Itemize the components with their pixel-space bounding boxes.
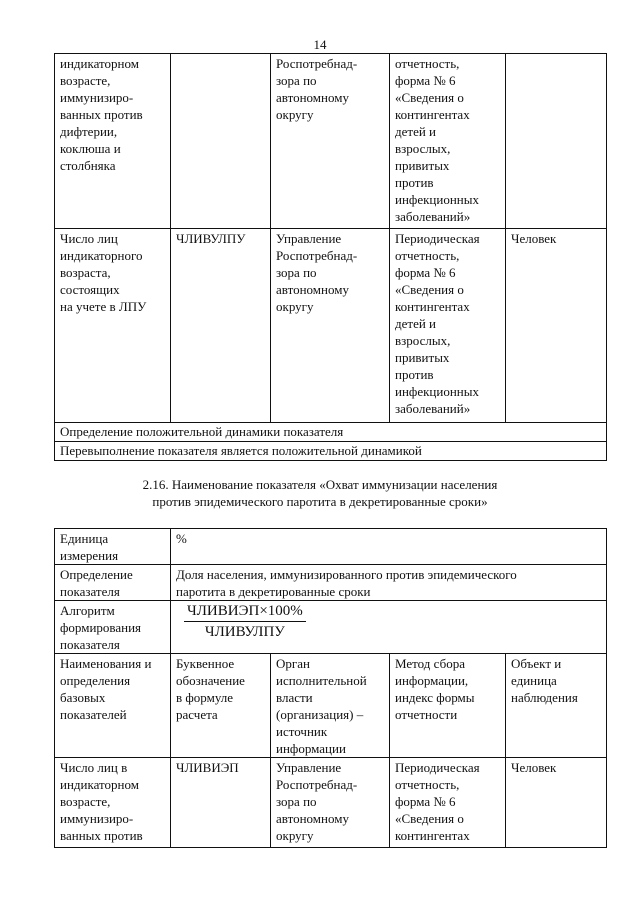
- table-row: [55, 529, 607, 565]
- dynamics-note: Перевыполнение показателя является положительной динамикой: [55, 442, 607, 461]
- table-cell: [171, 54, 271, 229]
- table-cell: ЧЛИВУЛПУ: [171, 229, 271, 423]
- column-header: Метод сбора информации, индекс формы отчетности: [390, 654, 506, 758]
- table-row: [55, 442, 607, 461]
- table-row: [55, 423, 607, 442]
- table-cell: Число лиц индикаторного возраста, состоящих на учете в ЛПУ: [55, 229, 171, 423]
- table-cell: Число лиц в индикаторном возрасте, иммунизиро- ванных против: [55, 758, 171, 848]
- table-cell: Человек: [506, 229, 607, 423]
- formula: [184, 603, 306, 641]
- table-cell: Управление Роспотребнад- зора по автономному округу: [271, 229, 390, 423]
- table-row: [55, 229, 607, 423]
- indicator-passport-table: [54, 528, 607, 848]
- page-number: 14: [313, 37, 327, 52]
- table-cell: Периодическая отчетность, форма № 6 «Сведения о контингентах: [390, 758, 506, 848]
- table-row: [55, 758, 607, 848]
- table-cell: ЧЛИВИЭП: [171, 758, 271, 848]
- table-row: [55, 565, 607, 601]
- dynamics-definition: Определение положительной динамики показателя: [55, 423, 607, 442]
- table-row: [55, 54, 607, 229]
- column-header: Орган исполнительной власти (организация) – источник информации: [271, 654, 390, 758]
- unit-value: %: [171, 529, 607, 565]
- definition-value: Доля населения, иммунизированного против эпидемического паротита в декретированные сроки: [171, 565, 607, 601]
- table-cell: Роспотребнад- зора по автономному округу: [271, 54, 390, 229]
- table-cell: Человек: [506, 758, 607, 848]
- formula-numerator: ЧЛИВИЭП×100%: [184, 603, 306, 622]
- algorithm-label: Алгоритм формирования показателя: [55, 601, 171, 654]
- table-cell: [506, 54, 607, 229]
- table-header-row: [55, 654, 607, 758]
- table-cell: Управление Роспотребнад- зора по автономному округу: [271, 758, 390, 848]
- table-cell: Периодическая отчетность, форма № 6 «Сведения о контингентах детей и взрослых, привитых против инфекционных заболеваний»: [390, 229, 506, 423]
- table-cell: индикаторном возрасте, иммунизиро- ванных против дифтерии, коклюша и столбняка: [55, 54, 171, 229]
- formula-denominator: ЧЛИВУЛПУ: [204, 624, 285, 640]
- formula-cell: [171, 601, 607, 654]
- indicator-table-continued: [54, 53, 607, 461]
- column-header: Наименования и определения базовых показателей: [55, 654, 171, 758]
- column-header: Объект и единица наблюдения: [506, 654, 607, 758]
- unit-label: Единица измерения: [55, 529, 171, 565]
- definition-label: Определение показателя: [55, 565, 171, 601]
- table-row: [55, 601, 607, 654]
- table-cell: отчетность, форма № 6 «Сведения о контингентах детей и взрослых, привитых против инфекционных заболеваний»: [390, 54, 506, 229]
- section-heading: 2.16. Наименование показателя «Охват иммунизации населения против эпидемического паротита в декретированные сроки»: [142, 477, 498, 509]
- column-header: Буквенное обозначение в формуле расчета: [171, 654, 271, 758]
